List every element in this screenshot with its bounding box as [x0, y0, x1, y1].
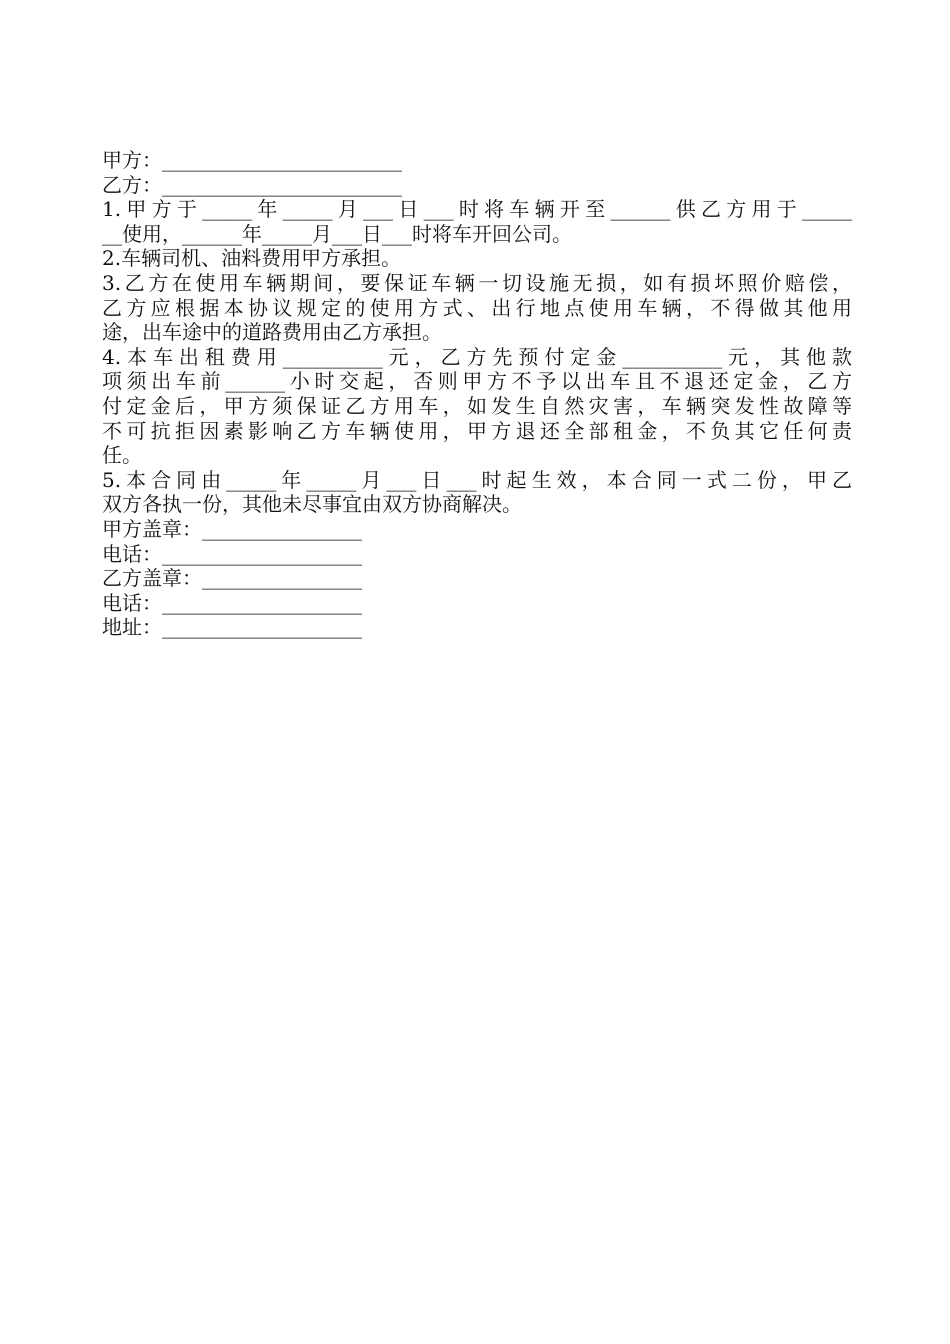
- clause-5: [102, 468, 852, 517]
- clause-1-line: 1.甲方于_____年_____月___日___时将车辆开至______供乙方用于_____: [102, 197, 852, 222]
- contract-body: [102, 148, 852, 640]
- clause-4-line: 项须出车前______小时交起，否则甲方不予以出车且不退还定金，乙方: [102, 369, 852, 394]
- party-a-phone-line: 电话：____________________: [102, 541, 362, 566]
- clause-5-line: 5.本合同由_____年_____月___日___时起生效，本合同一式二份，甲乙: [102, 467, 852, 492]
- clause-4-line: 任。: [102, 443, 142, 468]
- clause-3-line: 途，出车途中的道路费用由乙方承担。: [102, 320, 442, 345]
- party-b-line: 乙方：________________________: [102, 172, 402, 197]
- clause-5-line: 双方各执一份，其他未尽事宜由双方协商解决。: [102, 492, 522, 517]
- clause-4-line: 不可抗拒因素影响乙方车辆使用，甲方退还全部租金，不负其它任何责: [102, 418, 852, 443]
- clause-1: [102, 197, 852, 246]
- clause-3: [102, 271, 852, 345]
- clause-4: [102, 345, 852, 468]
- clause-2: [102, 246, 852, 271]
- party-a-line: 甲方：________________________: [102, 148, 402, 172]
- clause-4-line: 4.本车出租费用__________元，乙方先预付定金__________元，其他款: [102, 344, 852, 369]
- clause-3-line: 乙方应根据本协议规定的使用方式、出行地点使用车辆，不得做其他用: [102, 295, 852, 320]
- clause-4-line: 付定金后，甲方须保证乙方用车，如发生自然灾害，车辆突发性故障等: [102, 393, 852, 418]
- party-a-seal-line: 甲方盖章：________________: [102, 516, 362, 541]
- party-b-phone-line: 电话：____________________: [102, 590, 362, 615]
- clause-1-line: __使用，______年_____月___日___时将车开回公司。: [102, 221, 572, 246]
- address-line: 地址：____________________: [102, 615, 362, 640]
- party-b-seal-line: 乙方盖章：________________: [102, 566, 362, 591]
- clause-3-line: 3.乙方在使用车辆期间，要保证车辆一切设施无损，如有损坏照价赔偿，: [102, 270, 852, 295]
- clause-2-line: 2.车辆司机、油料费用甲方承担。: [102, 246, 402, 271]
